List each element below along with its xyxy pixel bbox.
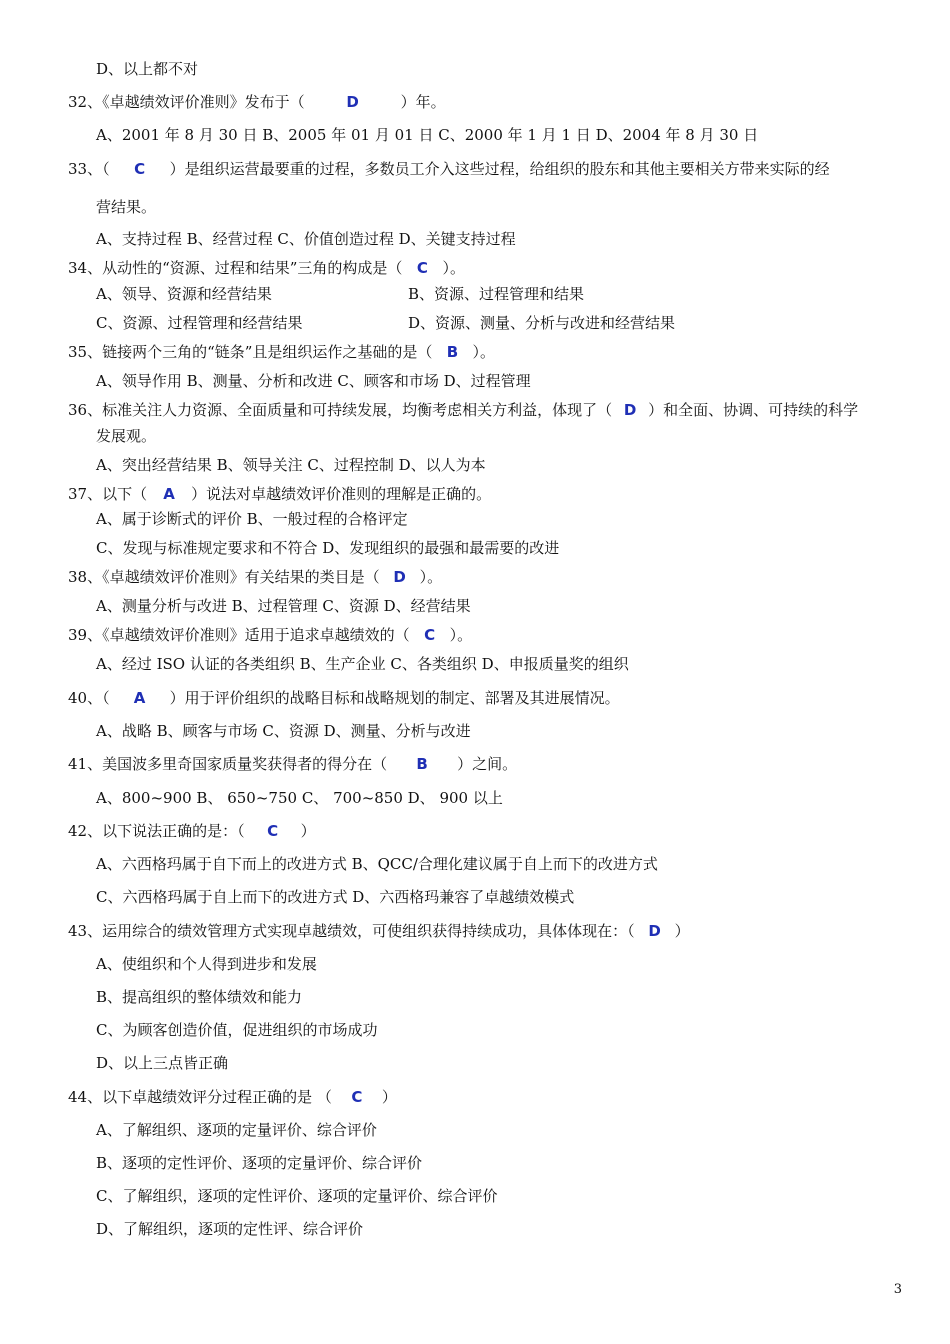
answer-37: A bbox=[163, 485, 175, 503]
question-42 bbox=[68, 821, 316, 841]
question-40 bbox=[68, 688, 620, 708]
question-38-options: A、测量分析与改进 B、过程管理 C、资源 D、经营结果 bbox=[96, 597, 471, 615]
question-36-options: A、突出经营结果 B、领导关注 C、过程控制 D、以人为本 bbox=[96, 456, 486, 474]
question-40-tail: ）用于评价组织的战略目标和战略规划的制定、部署及其进展情况。 bbox=[169, 689, 620, 707]
question-33-options: A、支持过程 B、经营过程 C、价值创造过程 D、关键支持过程 bbox=[96, 230, 516, 248]
question-38 bbox=[68, 567, 442, 587]
question-32 bbox=[68, 92, 446, 112]
answer-42: C bbox=[267, 822, 279, 840]
question-33 bbox=[68, 159, 830, 179]
answer-39: C bbox=[424, 626, 436, 644]
question-39 bbox=[68, 625, 472, 645]
q44-option-a: A、了解组织、逐项的定量评价、综合评价 bbox=[96, 1121, 377, 1139]
question-37-options-cd: C、发现与标准规定要求和不符合 D、发现组织的最强和最需要的改进 bbox=[96, 539, 560, 557]
answer-41: B bbox=[416, 755, 428, 773]
q43-option-d: D、以上三点皆正确 bbox=[96, 1054, 229, 1072]
question-38-tail: ）。 bbox=[419, 568, 443, 586]
q43-option-c: C、为顾客创造价值，促进组织的市场成功 bbox=[96, 1021, 378, 1039]
question-38-text: 38、《卓越绩效评价准则》有关结果的类目是（ bbox=[68, 568, 380, 586]
question-43-tail: ） bbox=[674, 922, 690, 940]
answer-33: C bbox=[134, 160, 146, 178]
question-34 bbox=[68, 258, 465, 278]
question-36-cont: 发展观。 bbox=[96, 427, 157, 445]
answer-36: D bbox=[623, 401, 637, 419]
answer-43: D bbox=[648, 922, 661, 940]
answer-32: D bbox=[346, 93, 359, 111]
answer-44: C bbox=[351, 1088, 363, 1106]
question-36-tail: ）和全面、协调、可持续的科学 bbox=[648, 401, 859, 419]
question-42-options-cd: C、六西格玛属于自上而下的改进方式 D、六西格玛兼容了卓越绩效模式 bbox=[96, 888, 575, 906]
q44-option-d: D、了解组织，逐项的定性评、综合评价 bbox=[96, 1220, 364, 1238]
question-34-text: 34、从动性的“资源、过程和结果”三角的构成是（ bbox=[68, 259, 403, 277]
question-42-options-ab: A、六西格玛属于自下而上的改进方式 B、QCC/合理化建议属于自上而下的改进方式 bbox=[96, 855, 658, 873]
q34-option-a: A、领导、资源和经营结果 bbox=[96, 285, 272, 303]
question-33-tail: ）是组织运营最要重的过程，多数员工介入这些过程，给组织的股东和其他主要相关方带来实际的经 bbox=[169, 160, 830, 178]
page-number: 3 bbox=[893, 1282, 902, 1297]
q43-option-b: B、提高组织的整体绩效和能力 bbox=[96, 988, 303, 1006]
question-40-options: A、战略 B、顾客与市场 C、资源 D、测量、分析与改进 bbox=[96, 722, 471, 740]
q34-option-c: C、资源、过程管理和经营结果 bbox=[96, 314, 303, 332]
q43-option-a: A、使组织和个人得到进步和发展 bbox=[96, 955, 317, 973]
question-35-options: A、领导作用 B、测量、分析和改进 C、顾客和市场 D、过程管理 bbox=[96, 372, 531, 390]
question-34-options-cd bbox=[96, 313, 676, 333]
question-32-text: 32、《卓越绩效评价准则》发布于（ bbox=[68, 93, 305, 111]
answer-35: B bbox=[446, 343, 459, 361]
question-44-tail: ） bbox=[381, 1088, 397, 1106]
question-37 bbox=[68, 484, 491, 504]
q34-option-d: D、资源、测量、分析与改进和经营结果 bbox=[408, 314, 676, 332]
question-43-text: 43、运用综合的绩效管理方式实现卓越绩效，可使组织获得持续成功，具体体现在：（ bbox=[68, 922, 635, 940]
question-34-options-ab bbox=[96, 284, 585, 304]
question-33-text: 33、（ bbox=[68, 160, 110, 178]
question-36-text: 36、标准关注人力资源、全面质量和可持续发展，均衡考虑相关方利益，体现了（ bbox=[68, 401, 613, 419]
question-42-tail: ） bbox=[300, 822, 316, 840]
question-41 bbox=[68, 754, 517, 774]
question-41-options: A、800~900 B、 650~750 C、 700~850 D、 900 以上 bbox=[96, 789, 503, 807]
question-39-options: A、经过 ISO 认证的各类组织 B、生产企业 C、各类组织 D、申报质量奖的组织 bbox=[96, 655, 629, 673]
question-37-tail: ）说法对卓越绩效评价准则的理解是正确的。 bbox=[191, 485, 492, 503]
question-41-text: 41、美国波多里奇国家质量奖获得者的得分在（ bbox=[68, 755, 388, 773]
question-37-text: 37、以下（ bbox=[68, 485, 148, 503]
question-33-cont: 营结果。 bbox=[96, 198, 157, 216]
question-35-text: 35、链接两个三角的“链条”且是组织运作之基础的是（ bbox=[68, 343, 433, 361]
question-34-tail: ）。 bbox=[442, 259, 465, 277]
q34-option-b: B、资源、过程管理和结果 bbox=[408, 285, 585, 303]
question-41-tail: ）之间。 bbox=[457, 755, 518, 773]
question-36 bbox=[68, 400, 858, 420]
question-37-options-ab: A、属于诊断式的评价 B、一般过程的合格评定 bbox=[96, 510, 408, 528]
answer-40: A bbox=[133, 689, 146, 707]
q31-option-d: D、以上都不对 bbox=[96, 60, 199, 78]
question-32-options: A、2001 年 8 月 30 日 B、2005 年 01 月 01 日 C、2000 年 1 月 1 日 D、2004 年 8 月 30 日 bbox=[96, 126, 759, 144]
q44-option-b: B、逐项的定性评价、逐项的定量评价、综合评价 bbox=[96, 1154, 423, 1172]
question-40-text: 40、（ bbox=[68, 689, 110, 707]
question-39-tail: ）。 bbox=[449, 626, 473, 644]
question-35-tail: ）。 bbox=[472, 343, 495, 361]
question-44-text: 44、以下卓越绩效评分过程正确的是 （ bbox=[68, 1088, 332, 1106]
q44-option-c: C、了解组织，逐项的定性评价、逐项的定量评价、综合评价 bbox=[96, 1187, 498, 1205]
question-35 bbox=[68, 342, 495, 362]
question-42-text: 42、以下说法正确的是：（ bbox=[68, 822, 245, 840]
question-43 bbox=[68, 921, 690, 941]
question-39-text: 39、《卓越绩效评价准则》适用于追求卓越绩效的（ bbox=[68, 626, 410, 644]
question-44 bbox=[68, 1087, 397, 1107]
answer-38: D bbox=[393, 568, 406, 586]
question-32-tail: ）年。 bbox=[400, 93, 446, 111]
answer-34: C bbox=[416, 259, 428, 277]
